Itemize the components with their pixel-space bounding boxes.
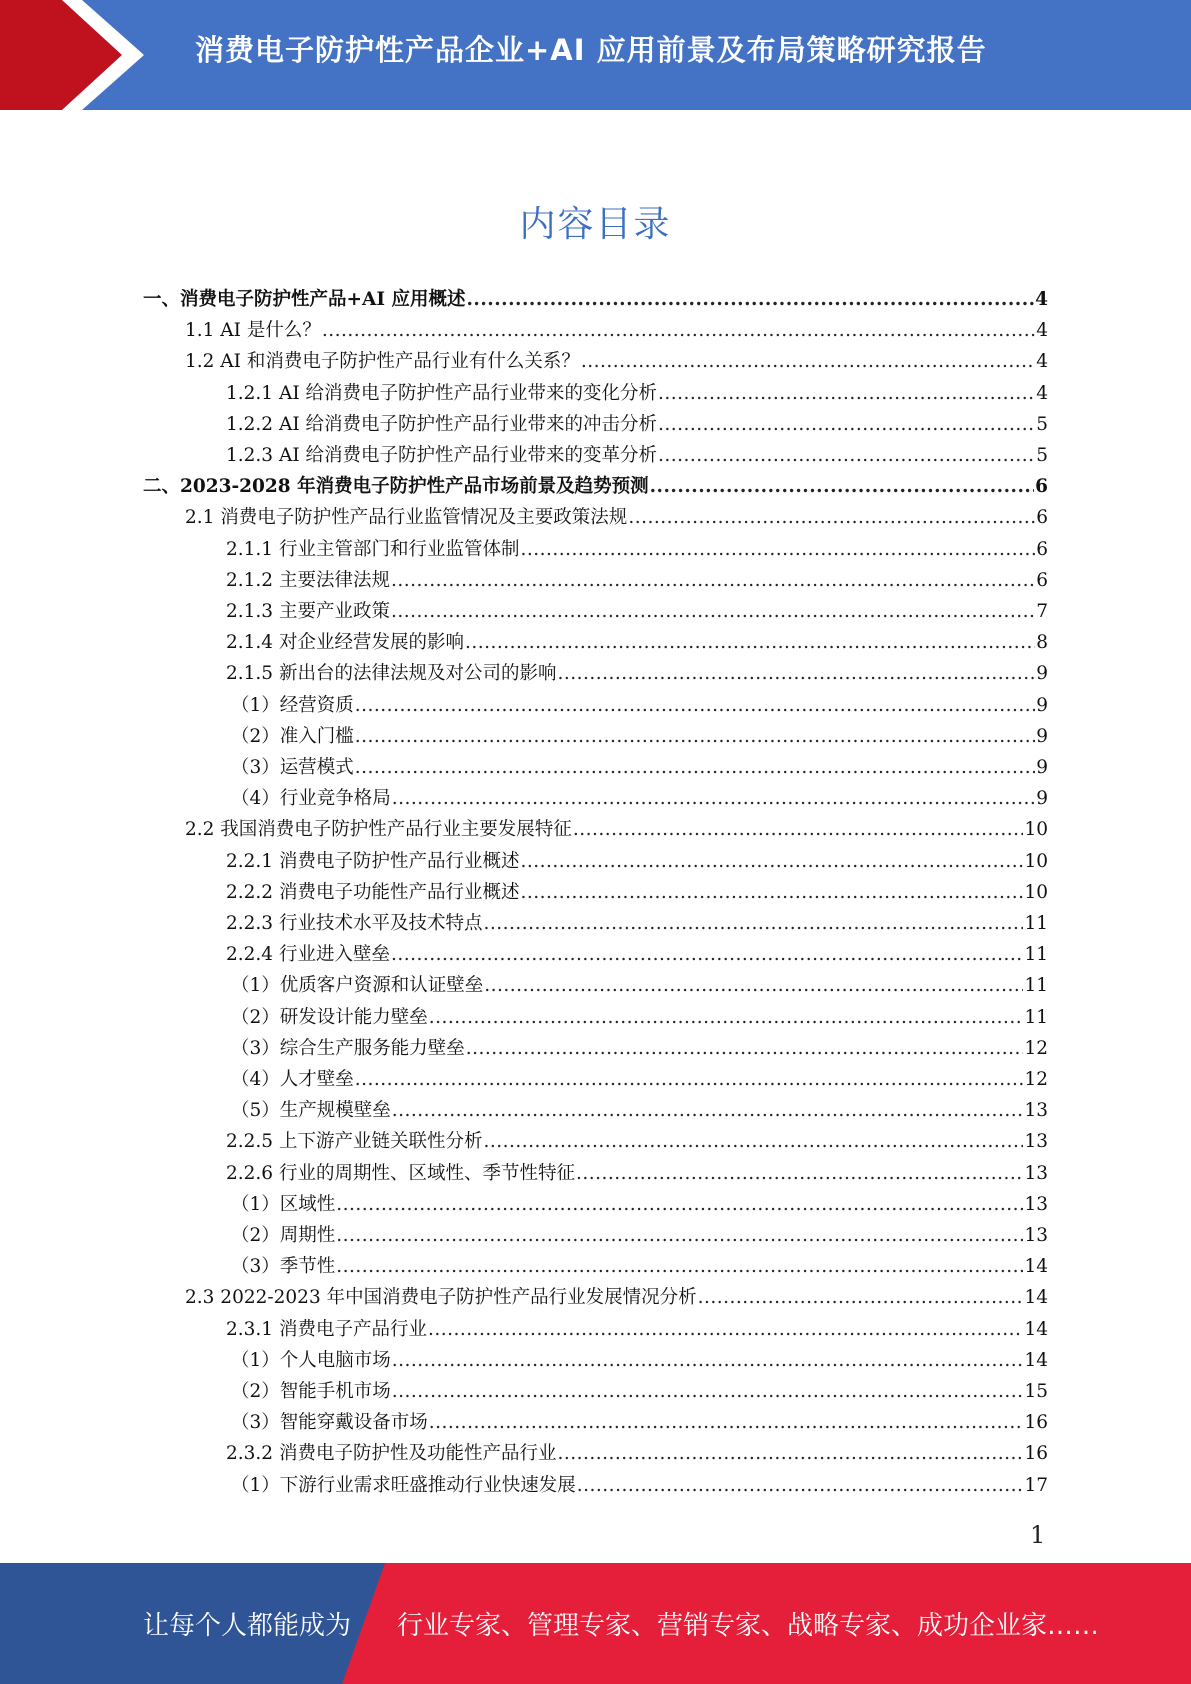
footer-slogan-left: 让每个人都能成为 (143, 1611, 352, 1641)
toc-entry-label: 二、2023-2028 年消费电子防护性产品市场前景及趋势预测 (143, 476, 649, 497)
toc-entry[interactable] (226, 566, 1048, 596)
toc-entry-label: （2）准入门槛 (231, 726, 354, 747)
toc-entry[interactable] (231, 1221, 1048, 1251)
toc-entry-page: 10 (1024, 819, 1048, 840)
toc-entry-page: 6 (1035, 476, 1048, 497)
toc-leader-dots (658, 410, 1035, 440)
toc-entry-label: 2.2.3 行业技术水平及技术特点 (226, 913, 483, 934)
toc-entry-label: （2）研发设计能力壁垒 (231, 1007, 428, 1028)
toc-entry[interactable] (231, 1252, 1048, 1282)
toc-entry-label: 2.1 消费电子防护性产品行业监管情况及主要政策法规 (185, 507, 628, 528)
toc-leader-dots (355, 722, 1035, 752)
toc-entry[interactable] (226, 535, 1048, 565)
toc-entry-page: 13 (1024, 1225, 1048, 1246)
toc-entry-page: 7 (1036, 601, 1048, 622)
page-header (0, 0, 1191, 110)
toc-leader-dots (336, 1221, 1023, 1251)
toc-leader-dots (576, 1159, 1023, 1189)
toc-entry-label: （5）生产规模壁垒 (231, 1100, 391, 1121)
toc-entry[interactable] (226, 379, 1048, 409)
toc-entry-page: 4 (1036, 351, 1048, 372)
toc-entry-label: 2.2.5 上下游产业链关联性分析 (226, 1131, 483, 1152)
toc-leader-dots (391, 597, 1035, 627)
toc-leader-dots (483, 1127, 1023, 1157)
toc-entry[interactable] (143, 285, 1048, 315)
toc-entry-page: 10 (1024, 851, 1048, 872)
toc-entry-label: （3）智能穿戴设备市场 (231, 1412, 428, 1433)
toc-entry-page: 16 (1024, 1412, 1048, 1433)
toc-entry[interactable] (226, 940, 1048, 970)
toc-entry-label: 2.1.2 主要法律法规 (226, 570, 390, 591)
toc-entry-page: 8 (1036, 632, 1048, 653)
toc-entry[interactable] (231, 971, 1048, 1001)
toc-entry-label: （1）区域性 (231, 1194, 336, 1215)
toc-leader-dots (658, 441, 1035, 471)
toc-entry-label: （1）经营资质 (231, 695, 354, 716)
toc-entry[interactable] (226, 1315, 1048, 1345)
toc-entry-page: 6 (1036, 507, 1048, 528)
toc-leader-dots (429, 1408, 1024, 1438)
toc-entry[interactable] (185, 347, 1048, 377)
toc-entry[interactable] (231, 722, 1048, 752)
toc-leader-dots (658, 379, 1035, 409)
toc-entry[interactable] (143, 472, 1048, 502)
toc-entry-page: 14 (1024, 1256, 1048, 1277)
page-number: 1 (1030, 1521, 1046, 1549)
toc-leader-dots (466, 285, 1034, 315)
toc-entry-label: （1）优质客户资源和认证壁垒 (231, 975, 484, 996)
toc-entry-page: 17 (1024, 1475, 1048, 1496)
toc-entry-label: 2.3.1 消费电子产品行业 (226, 1319, 427, 1340)
toc-entry[interactable] (231, 753, 1048, 783)
toc-leader-dots (392, 1346, 1024, 1376)
toc-entry-page: 13 (1024, 1163, 1048, 1184)
toc-leader-dots (429, 1003, 1024, 1033)
toc-entry[interactable] (226, 410, 1048, 440)
toc-entry[interactable] (226, 441, 1048, 471)
toc-entry[interactable] (185, 1283, 1048, 1313)
toc-entry[interactable] (226, 1439, 1048, 1469)
toc-entry-page: 9 (1036, 663, 1048, 684)
toc-entry-page: 13 (1024, 1100, 1048, 1121)
toc-entry[interactable] (231, 1003, 1048, 1033)
toc-entry[interactable] (226, 878, 1048, 908)
toc-leader-dots (520, 878, 1023, 908)
toc-leader-dots (465, 628, 1035, 658)
toc-entry[interactable] (231, 1096, 1048, 1126)
toc-entry[interactable] (185, 316, 1048, 346)
toc-leader-dots (355, 1065, 1024, 1095)
page-footer (0, 1563, 1191, 1684)
toc-entry-label: 2.3.2 消费电子防护性及功能性产品行业 (226, 1443, 557, 1464)
toc-entry-page: 5 (1036, 445, 1048, 466)
toc-entry-page: 9 (1036, 695, 1048, 716)
toc-leader-dots (336, 1190, 1023, 1220)
toc-leader-dots (577, 1471, 1024, 1501)
toc-entry-label: 2.1.5 新出台的法律法规及对公司的影响 (226, 663, 557, 684)
toc-entry-page: 16 (1024, 1443, 1048, 1464)
toc-entry-label: 1.2.3 AI 给消费电子防护性产品行业带来的变革分析 (226, 445, 658, 466)
toc-leader-dots (484, 971, 1023, 1001)
toc-entry-page: 4 (1036, 383, 1048, 404)
toc-entry-label: 2.2.4 行业进入壁垒 (226, 944, 390, 965)
toc-leader-dots (628, 503, 1035, 533)
toc-leader-dots (557, 1439, 1023, 1469)
toc-leader-dots (391, 566, 1035, 596)
toc-entry-page: 6 (1036, 539, 1048, 560)
toc-entry-page: 12 (1024, 1069, 1048, 1090)
toc-entry[interactable] (231, 1471, 1048, 1501)
toc-leader-dots (392, 1377, 1024, 1407)
toc-entry-label: 一、消费电子防护性产品+AI 应用概述 (143, 289, 466, 310)
toc-entry-page: 11 (1024, 913, 1048, 934)
toc-entry-label: 2.2.2 消费电子功能性产品行业概述 (226, 882, 520, 903)
toc-entry[interactable] (226, 1127, 1048, 1157)
toc-entry-page: 9 (1036, 788, 1048, 809)
toc-leader-dots (392, 1096, 1024, 1126)
toc-entry[interactable] (231, 691, 1048, 721)
toc-entry[interactable] (231, 1190, 1048, 1220)
toc-entry-label: （1）下游行业需求旺盛推动行业快速发展 (231, 1475, 576, 1496)
toc-leader-dots (322, 316, 1035, 346)
toc-entry-label: （1）个人电脑市场 (231, 1350, 391, 1371)
toc-leader-dots (573, 815, 1024, 845)
toc-entry[interactable] (185, 503, 1048, 533)
toc-entry[interactable] (226, 847, 1048, 877)
toc-leader-dots (428, 1315, 1023, 1345)
toc-leader-dots (336, 1252, 1023, 1282)
toc-entry-label: （2）智能手机市场 (231, 1381, 391, 1402)
toc-entry[interactable] (185, 815, 1048, 845)
toc-entry-label: 2.2 我国消费电子防护性产品行业主要发展特征 (185, 819, 572, 840)
toc-entry[interactable] (226, 1159, 1048, 1189)
toc-entry-page: 4 (1035, 289, 1048, 310)
toc-leader-dots (355, 691, 1035, 721)
toc-entry-page: 14 (1024, 1319, 1048, 1340)
toc-entry-label: （2）周期性 (231, 1225, 336, 1246)
toc-entry-page: 6 (1036, 570, 1048, 591)
toc-entry-page: 13 (1024, 1131, 1048, 1152)
toc-entry-label: （4）行业竞争格局 (231, 788, 391, 809)
toc-entry-label: （3）运营模式 (231, 757, 354, 778)
toc-entry-page: 12 (1024, 1038, 1048, 1059)
toc-entry-page: 9 (1036, 757, 1048, 778)
toc-entry[interactable] (231, 1065, 1048, 1095)
toc-entry-page: 15 (1024, 1381, 1048, 1402)
toc-leader-dots (483, 909, 1023, 939)
toc-entry-page: 14 (1024, 1287, 1048, 1308)
toc-entry-page: 9 (1036, 726, 1048, 747)
toc-leader-dots (466, 1034, 1024, 1064)
toc-entry-label: （3）季节性 (231, 1256, 336, 1277)
toc-leader-dots (520, 847, 1023, 877)
toc-leader-dots (650, 472, 1035, 502)
toc-entry-label: 1.2 AI 和消费电子防护性产品行业有什么关系？ (185, 351, 580, 372)
toc-leader-dots (698, 1283, 1024, 1313)
toc-leader-dots (355, 753, 1035, 783)
toc-entry-label: 2.1.4 对企业经营发展的影响 (226, 632, 464, 653)
toc-entry[interactable] (231, 1034, 1048, 1064)
toc-entry[interactable] (231, 784, 1048, 814)
toc-entry-page: 11 (1024, 975, 1048, 996)
toc-entry[interactable] (226, 659, 1048, 689)
toc-leader-dots (391, 940, 1023, 970)
toc-entry-label: （3）综合生产服务能力壁垒 (231, 1038, 465, 1059)
toc-entry-label: 2.3 2022-2023 年中国消费电子防护性产品行业发展情况分析 (185, 1287, 697, 1308)
report-title: 消费电子防护性产品企业+AI 应用前景及布局策略研究报告 (195, 33, 987, 67)
toc-entry-page: 10 (1024, 882, 1048, 903)
toc-entry-label: 2.2.1 消费电子防护性产品行业概述 (226, 851, 520, 872)
toc-entry[interactable] (231, 1408, 1048, 1438)
toc-entry-label: （4）人才壁垒 (231, 1069, 354, 1090)
toc-entry-label: 1.1 AI 是什么？ (185, 320, 321, 341)
toc-entry-page: 5 (1036, 414, 1048, 435)
toc-entry[interactable] (226, 597, 1048, 627)
toc-entry-label: 2.1.3 主要产业政策 (226, 601, 390, 622)
toc-entry-page: 14 (1024, 1350, 1048, 1371)
toc-leader-dots (557, 659, 1035, 689)
toc-leader-dots (520, 535, 1035, 565)
toc-entry[interactable] (226, 909, 1048, 939)
toc-entry[interactable] (231, 1346, 1048, 1376)
toc-entry-page: 11 (1024, 944, 1048, 965)
toc-entry[interactable] (231, 1377, 1048, 1407)
toc-entry-label: 2.2.6 行业的周期性、区域性、季节性特征 (226, 1163, 575, 1184)
toc-entry-label: 1.2.1 AI 给消费电子防护性产品行业带来的变化分析 (226, 383, 658, 404)
toc-heading: 内容目录 (519, 204, 672, 245)
toc-entry-page: 4 (1036, 320, 1048, 341)
toc-entry-page: 11 (1024, 1007, 1048, 1028)
toc-entry[interactable] (226, 628, 1048, 658)
toc-entry-label: 2.1.1 行业主管部门和行业监管体制 (226, 539, 520, 560)
toc-entry-page: 13 (1024, 1194, 1048, 1215)
toc-leader-dots (392, 784, 1035, 814)
footer-slogan-right: 行业专家、管理专家、营销专家、战略专家、成功企业家…… (397, 1611, 1100, 1641)
toc-entry-label: 1.2.2 AI 给消费电子防护性产品行业带来的冲击分析 (226, 414, 658, 435)
toc-leader-dots (581, 347, 1035, 377)
